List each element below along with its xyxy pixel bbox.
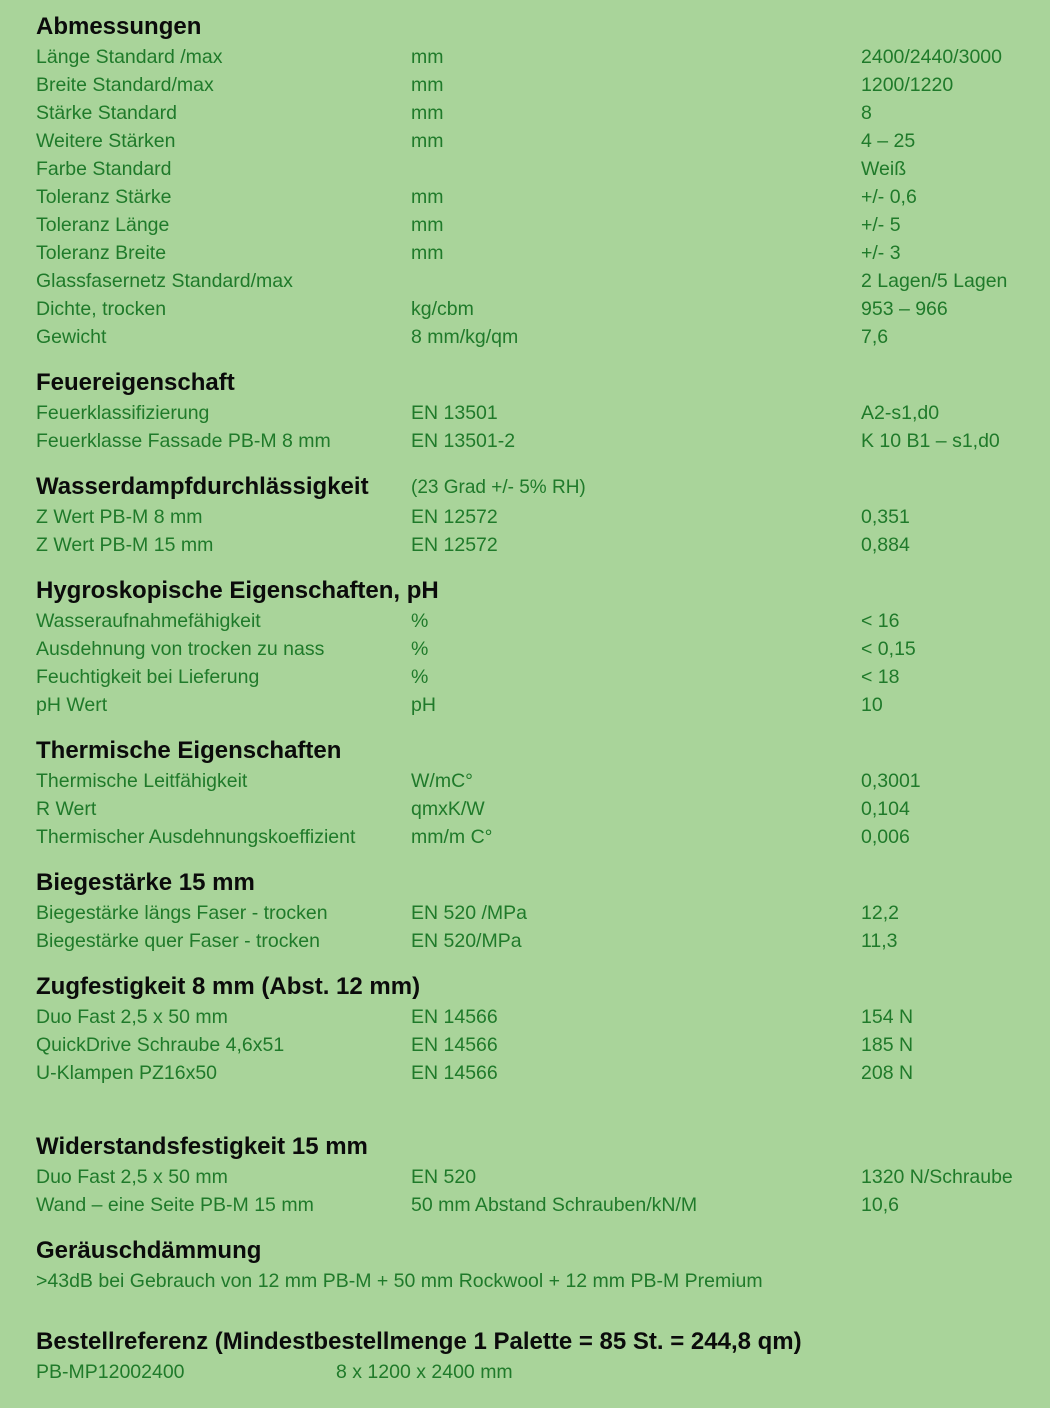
section-title-text: Wasserdampfdurchlässigkeit	[36, 473, 369, 500]
property-label: U-Klampen PZ16x50	[36, 1062, 218, 1084]
value: 12,2	[861, 902, 899, 924]
value: 1320 N/Schraube	[861, 1166, 1013, 1188]
value: < 16	[861, 610, 900, 632]
property-label: Toleranz Breite	[36, 242, 167, 264]
unit-norm: EN 14566	[411, 1062, 498, 1084]
property-label: Ausdehnung von trocken zu nass	[36, 638, 325, 660]
property-label: Stärke Standard	[36, 102, 177, 124]
value: 0,351	[861, 506, 910, 528]
unit-norm: EN 14566	[411, 1034, 498, 1056]
property-label: Biegestärke quer Faser - trocken	[36, 930, 320, 952]
table-row	[36, 99, 1036, 127]
section-hygroskopisch	[36, 575, 1036, 719]
value: < 18	[861, 666, 900, 688]
table-row	[36, 267, 1036, 295]
unit-norm: EN 13501-2	[411, 430, 516, 452]
table-row	[36, 183, 1036, 211]
table-row	[36, 127, 1036, 155]
table-row	[36, 531, 1036, 559]
property-label: Feuerklasse Fassade PB-M 8 mm	[36, 430, 331, 452]
property-label: Wasseraufnahmefähigkeit	[36, 610, 261, 632]
property-label: Duo Fast 2,5 x 50 mm	[36, 1166, 228, 1188]
noise-text: >43dB bei Gebrauch von 12 mm PB-M + 50 mm Rockwool + 12 mm PB-M Premium	[36, 1270, 763, 1292]
value: K 10 B1 – s1,d0	[861, 430, 1000, 452]
value: Weiß	[861, 158, 907, 180]
unit-norm: %	[411, 610, 429, 632]
property-label: R Wert	[36, 798, 97, 820]
value: 4 – 25	[861, 130, 916, 152]
section-title: Feuereigenschaft	[36, 369, 235, 396]
unit-norm: mm/m C°	[411, 826, 493, 848]
section-bestellreferenz	[36, 1326, 1036, 1386]
order-code: PB-MP12002400	[36, 1361, 185, 1383]
order-row	[36, 1358, 1036, 1386]
table-row	[36, 427, 1036, 455]
value: 0,006	[861, 826, 910, 848]
unit-norm: mm	[411, 242, 444, 264]
unit-norm: %	[411, 638, 429, 660]
value: 8	[861, 102, 872, 124]
table-row	[36, 1163, 1036, 1191]
table-row	[36, 503, 1036, 531]
table-row	[36, 899, 1036, 927]
value: +/- 3	[861, 242, 901, 264]
section-title	[36, 471, 1036, 503]
unit-norm: mm	[411, 186, 444, 208]
table-row	[36, 155, 1036, 183]
value: 2 Lagen/5 Lagen	[861, 270, 1008, 292]
unit-norm: EN 12572	[411, 506, 498, 528]
table-row	[36, 1031, 1036, 1059]
property-label: Glassfasernetz Standard/max	[36, 270, 293, 292]
table-row	[36, 663, 1036, 691]
unit-norm: mm	[411, 74, 444, 96]
unit-norm: W/mC°	[411, 770, 473, 792]
section-title: Widerstandsfestigkeit 15 mm	[36, 1133, 368, 1160]
unit-norm: mm	[411, 130, 444, 152]
section-widerstand	[36, 1131, 1036, 1219]
value: 10	[861, 694, 883, 716]
unit-norm: qmxK/W	[411, 798, 485, 820]
table-row	[36, 795, 1036, 823]
value: +/- 0,6	[861, 186, 917, 208]
property-label: Z Wert PB-M 15 mm	[36, 534, 214, 556]
value: 10,6	[861, 1194, 899, 1216]
unit-norm: EN 520 /MPa	[411, 902, 527, 924]
section-geraeuschdaemmung	[36, 1235, 1036, 1295]
value: 2400/2440/3000	[861, 46, 1002, 68]
table-row	[36, 1059, 1036, 1087]
section-feuereigenschaft	[36, 367, 1036, 455]
property-label: Feuerklassifizierung	[36, 402, 210, 424]
table-row	[36, 691, 1036, 719]
property-label: Dichte, trocken	[36, 298, 167, 320]
property-label: Duo Fast 2,5 x 50 mm	[36, 1006, 228, 1028]
value: 154 N	[861, 1006, 914, 1028]
value: 185 N	[861, 1034, 914, 1056]
order-size: 8 x 1200 x 2400 mm	[336, 1361, 513, 1383]
table-row	[36, 295, 1036, 323]
value: A2-s1,d0	[861, 402, 940, 424]
property-label: Breite Standard/max	[36, 74, 214, 96]
property-label: QuickDrive Schraube 4,6x51	[36, 1034, 285, 1056]
section-biegestaerke	[36, 867, 1036, 955]
property-label: Thermische Leitfähigkeit	[36, 770, 248, 792]
unit-norm: EN 12572	[411, 534, 498, 556]
table-row	[36, 399, 1036, 427]
property-label: Gewicht	[36, 326, 107, 348]
value: 0,3001	[861, 770, 921, 792]
unit-norm: 8 mm/kg/qm	[411, 326, 519, 348]
value: +/- 5	[861, 214, 901, 236]
section-title: Zugfestigkeit 8 mm (Abst. 12 mm)	[36, 973, 421, 1000]
unit-norm: mm	[411, 102, 444, 124]
value: 208 N	[861, 1062, 914, 1084]
table-row	[36, 323, 1036, 351]
section-title: Abmessungen	[36, 13, 202, 40]
table-row	[36, 1191, 1036, 1219]
table-row	[36, 927, 1036, 955]
unit-norm: mm	[411, 46, 444, 68]
table-row	[36, 767, 1036, 795]
unit-norm: EN 13501	[411, 402, 498, 424]
unit-norm: %	[411, 666, 429, 688]
property-label: Wand – eine Seite PB-M 15 mm	[36, 1194, 314, 1216]
unit-norm: kg/cbm	[411, 298, 474, 320]
property-label: Länge Standard /max	[36, 46, 223, 68]
table-row	[36, 43, 1036, 71]
table-row	[36, 71, 1036, 99]
unit-norm: 50 mm Abstand Schrauben/kN/M	[411, 1194, 698, 1216]
section-abmessungen	[36, 11, 1036, 351]
section-wasserdampf	[36, 471, 1036, 559]
property-label: Farbe Standard	[36, 158, 172, 180]
section-zugfestigkeit	[36, 971, 1036, 1087]
property-label: Feuchtigkeit bei Lieferung	[36, 666, 260, 688]
section-title: Biegestärke 15 mm	[36, 869, 255, 896]
value: 0,104	[861, 798, 910, 820]
property-label: Weitere Stärken	[36, 130, 176, 152]
section-note: (23 Grad +/- 5% RH)	[411, 477, 586, 498]
table-row	[36, 823, 1036, 851]
property-label: Thermischer Ausdehnungskoeffizient	[36, 826, 356, 848]
value: 1200/1220	[861, 74, 954, 96]
table-row	[36, 635, 1036, 663]
section-title: Geräuschdämmung	[36, 1237, 262, 1264]
table-row	[36, 239, 1036, 267]
section-thermisch	[36, 735, 1036, 851]
table-row	[36, 1003, 1036, 1031]
property-label: Toleranz Stärke	[36, 186, 172, 208]
unit-norm: EN 520	[411, 1166, 477, 1188]
value: 7,6	[861, 326, 889, 348]
property-label: Toleranz Länge	[36, 214, 170, 236]
unit-norm: EN 520/MPa	[411, 930, 522, 952]
property-label: pH Wert	[36, 694, 108, 716]
unit-norm: EN 14566	[411, 1006, 498, 1028]
table-row	[36, 607, 1036, 635]
unit-norm: pH	[411, 694, 436, 716]
section-title: Thermische Eigenschaften	[36, 737, 342, 764]
property-label: Z Wert PB-M 8 mm	[36, 506, 203, 528]
value: < 0,15	[861, 638, 916, 660]
section-title: Bestellreferenz (Mindestbestellmenge 1 Palette = 85 St. = 244,8 qm)	[36, 1328, 802, 1355]
property-label: Biegestärke längs Faser - trocken	[36, 902, 328, 924]
value: 11,3	[861, 930, 898, 952]
unit-norm: mm	[411, 214, 444, 236]
value: 953 – 966	[861, 298, 948, 320]
section-title: Hygroskopische Eigenschaften, pH	[36, 577, 439, 604]
value: 0,884	[861, 534, 910, 556]
table-row	[36, 211, 1036, 239]
